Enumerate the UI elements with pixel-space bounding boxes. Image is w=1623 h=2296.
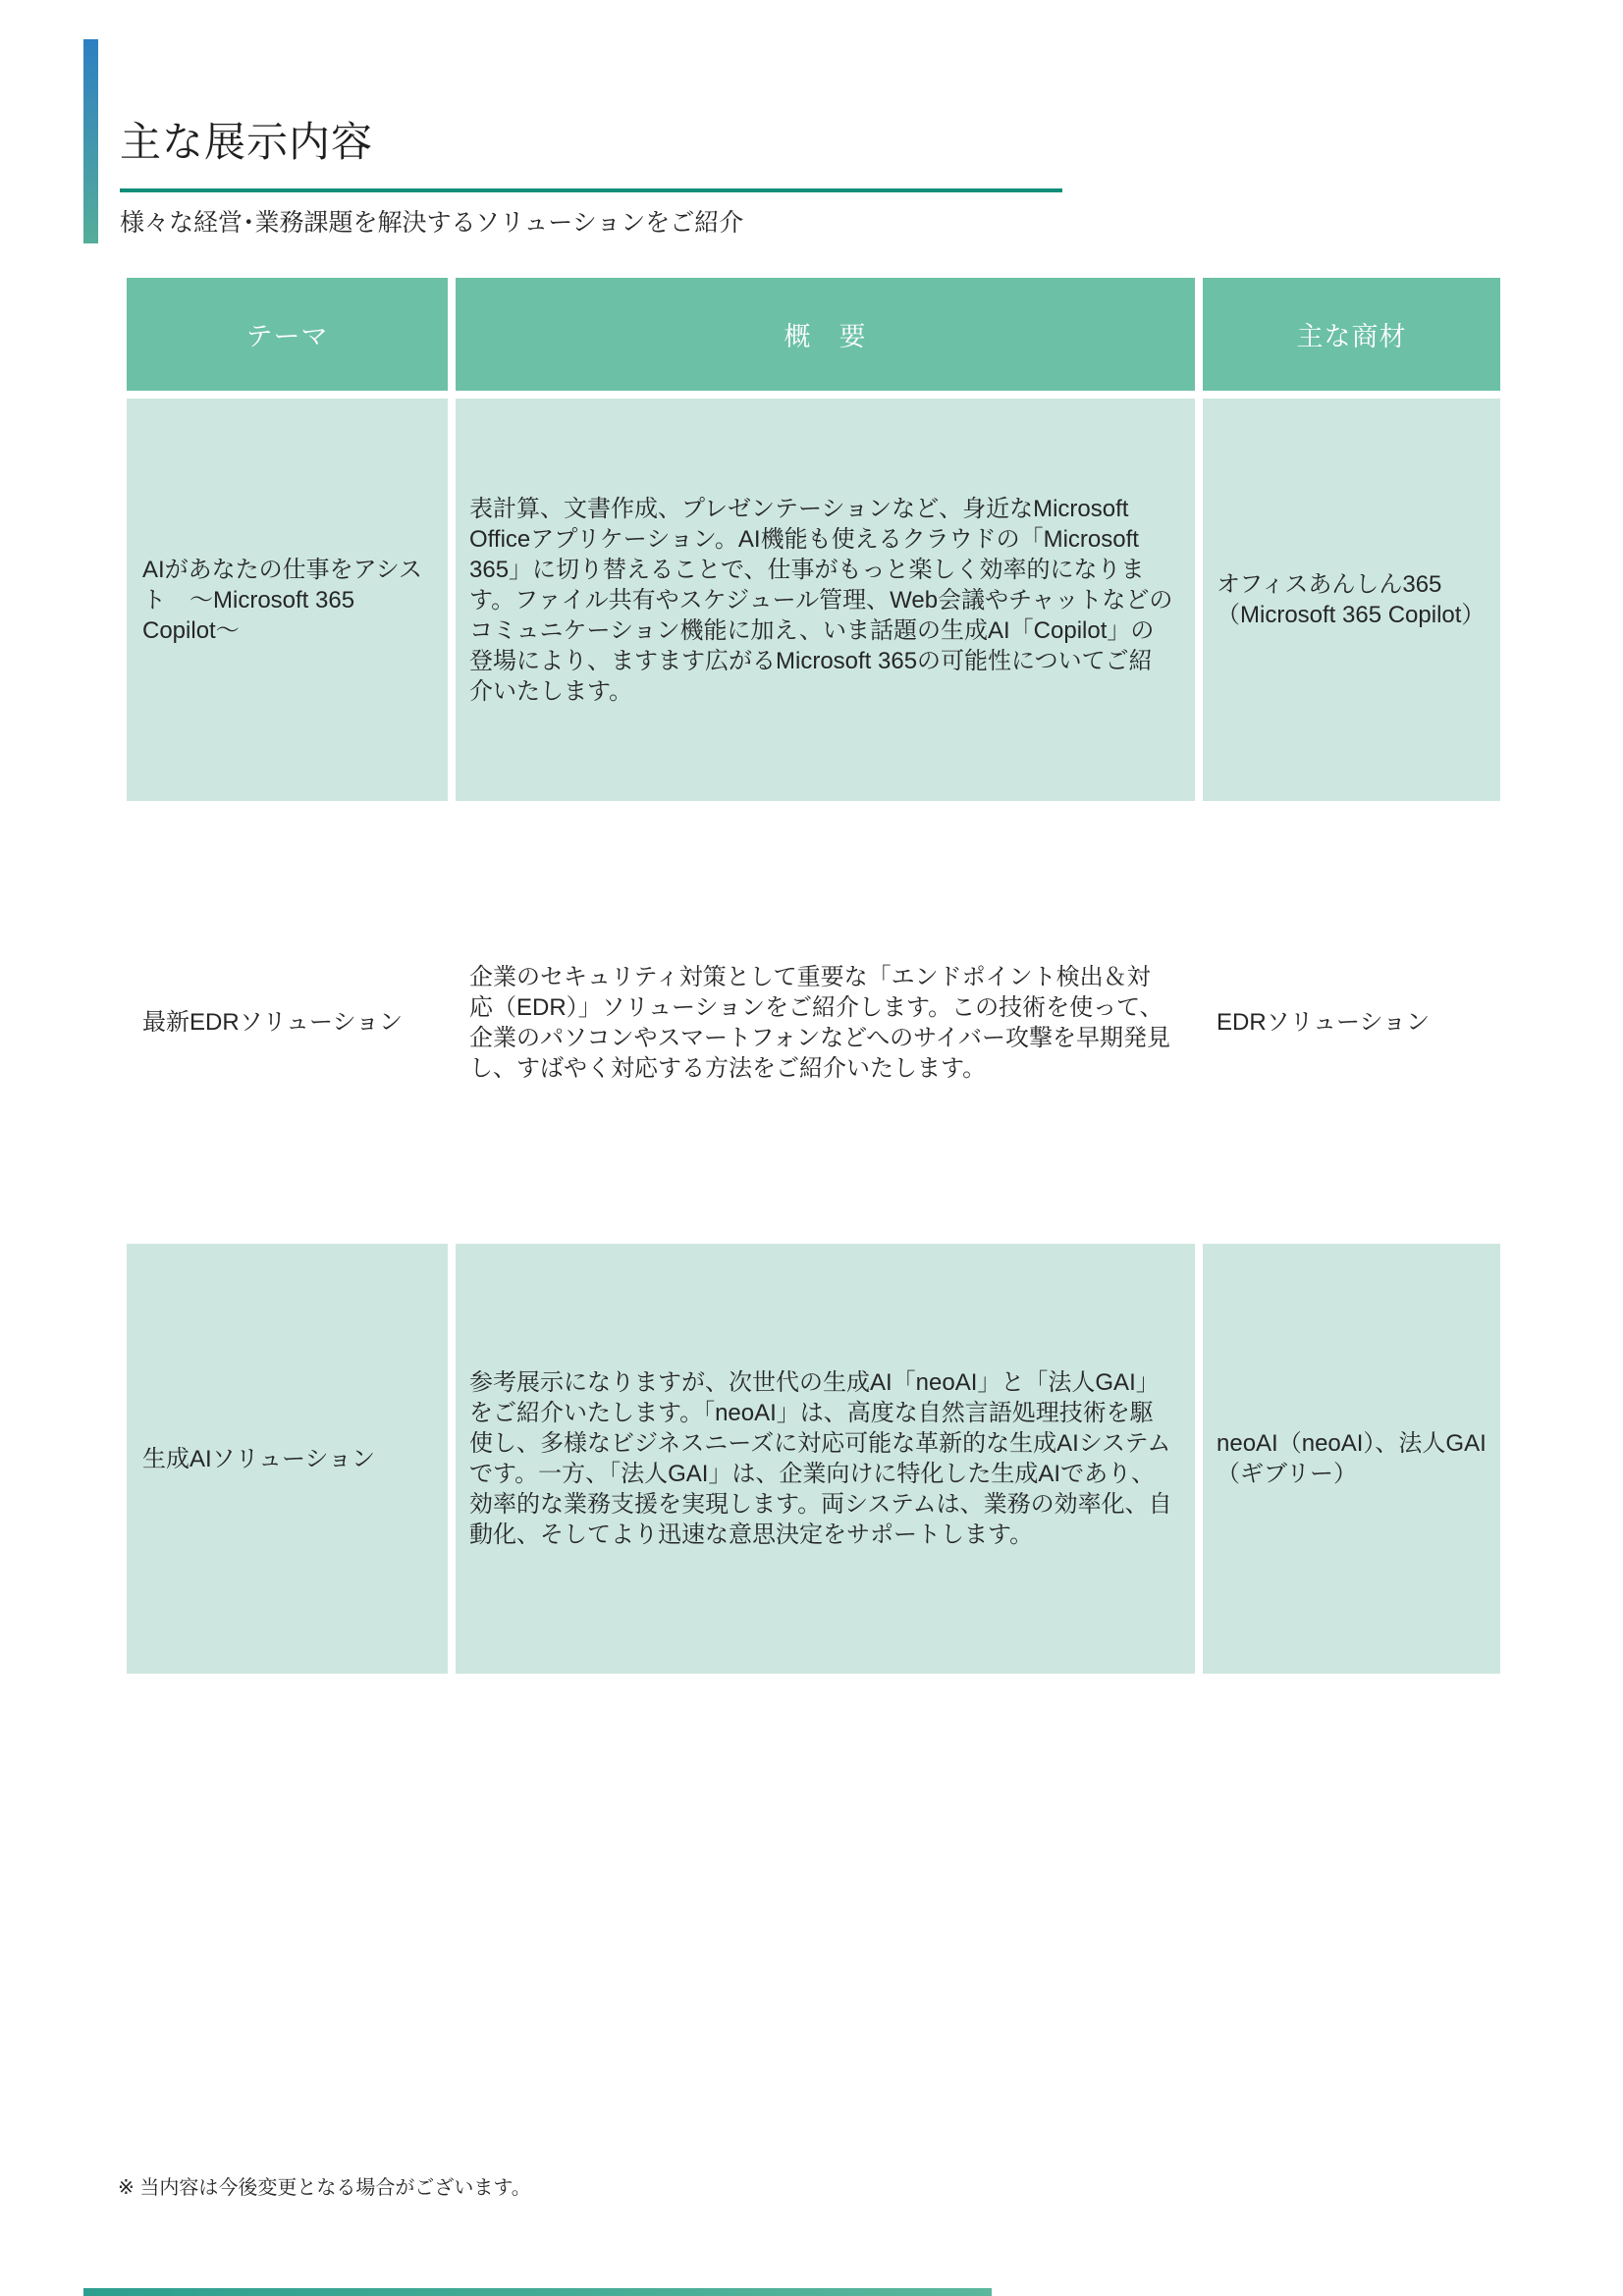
- table-header-overview: 概 要: [456, 278, 1195, 391]
- table-row-3-overview-cell: [456, 1244, 1195, 1674]
- row-1-theme-text: AIがあなたの仕事をアシスト ～Microsoft 365 Copilot～: [142, 556, 422, 644]
- row-3-products-text: neoAI（neoAI）、法人GAI（ギブリー）: [1217, 1430, 1487, 1487]
- row-2-theme-text: 最新EDRソリューション: [142, 1009, 403, 1036]
- table-row-2-products-cell: [1203, 809, 1500, 1236]
- row-1-overview-text: 表計算、文書作成、プレゼンテーションなど、身近なMicrosoft Officeアプリケーション。AI機能も使えるクラウドの「Microsoft 365」に切り替えることで、仕事がもっと楽しく効率的になります。ファイル共有やスケジュール管理、Web会議やチャットなどのコミュニケーション機能に加え、いま話題の生成AI「Copilot」の登場により、ますます広がるMicrosoft 365の可能性についてご紹介いたします。: [469, 495, 1173, 705]
- title-underline-rule: [120, 188, 1062, 192]
- row-3-overview-text: 参考展示になりますが、次世代の生成AI「neoAI」と「法人GAI」をご紹介いたします。「neoAI」は、高度な自然言語処理技術を駆使し、多様なビジネスニーズに対応可能な革新的な生成AIシステムです。一方、「法人GAI」は、企業向けに特化した生成AIであり、効率的な業務支援を実現します。両システムは、業務の効率化、自動化、そしてより迅速な意思決定をサポートします。: [469, 1369, 1172, 1548]
- page-title: 主な展示内容: [120, 119, 374, 166]
- exhibit-table: [127, 278, 1500, 1674]
- row-3-theme-text: 生成AIソリューション: [142, 1445, 375, 1472]
- table-row-3-products-cell: [1203, 1244, 1500, 1674]
- table-row-1-overview-cell: [456, 399, 1195, 801]
- page-subtitle: 様々な経営･業務課題を解決するソリューションをご紹介: [120, 209, 744, 237]
- row-2-products-text: EDRソリューション: [1217, 1009, 1430, 1036]
- table-row-2-theme-cell: [127, 809, 448, 1236]
- table-row-2-overview-cell: [456, 809, 1195, 1236]
- table-row-1-products-cell: [1203, 399, 1500, 801]
- table-header-products: 主な商材: [1203, 278, 1500, 391]
- footnote: ※ 当内容は今後変更となる場合がございます。: [118, 2177, 531, 2199]
- row-1-products-text: オフィスあんしん365（Microsoft 365 Copilot）: [1217, 571, 1486, 628]
- footer-accent-bar: [83, 2288, 992, 2296]
- row-2-overview-text: 企業のセキュリティ対策として重要な「エンドポイント検出＆対応（EDR）」ソリューションをご紹介します。この技術を使って、企業のパソコンやスマートフォンなどへのサイバー攻撃を早期発見し、すばやく対応する方法をご紹介いたします。: [469, 963, 1170, 1082]
- table-header-theme: テーマ: [127, 278, 448, 391]
- table-row-1-theme-cell: [127, 399, 448, 801]
- table-row-3-theme-cell: [127, 1244, 448, 1674]
- title-accent-bar: [83, 39, 98, 243]
